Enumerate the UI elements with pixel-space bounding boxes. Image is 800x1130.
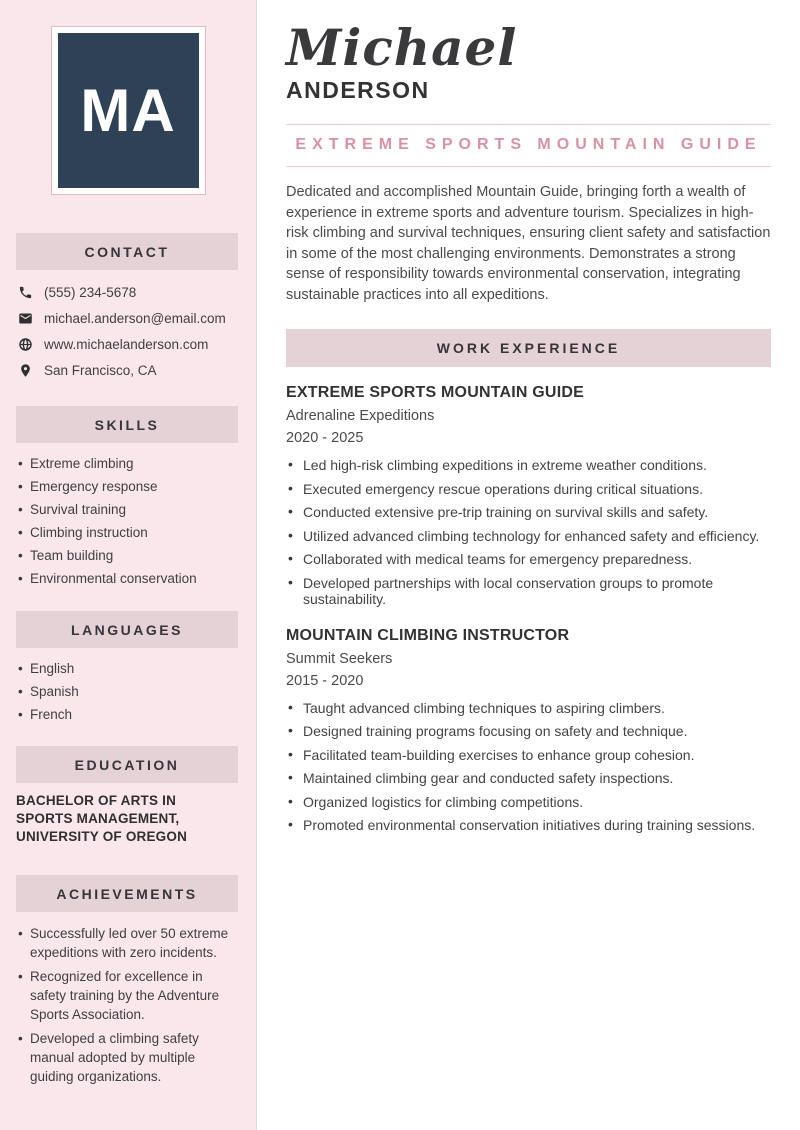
job-2-bullets [286, 700, 771, 834]
achievement-item: • Developed a climbing safety manual adopted by multiple guiding organizations. [18, 1029, 240, 1086]
achievement-item: • Successfully led over 50 extreme expeditions with zero incidents. [18, 924, 240, 962]
skills-list [0, 455, 256, 588]
skill-item: • Survival training [18, 501, 240, 519]
sidebar [0, 0, 257, 1130]
job-2-company: Summit Seekers [286, 650, 393, 667]
main-column [257, 0, 800, 1130]
location-icon [18, 363, 33, 378]
job-bullet: • Developed partnerships with local conservation groups to promote sustainability. [286, 575, 771, 607]
contact-row-location [18, 362, 242, 379]
skill-item: • Emergency response [18, 478, 240, 496]
job-bullet: • Designed training programs focusing on safety and technique. [286, 723, 771, 739]
skill-item: • Environmental conservation [18, 570, 240, 588]
job-bullet: • Taught advanced climbing techniques to aspiring climbers. [286, 700, 771, 716]
job-entry-2 [286, 627, 771, 834]
contact-row-phone [18, 284, 242, 301]
job-bullet: • Facilitated team-building exercises to enhance group cohesion. [286, 747, 771, 763]
work-experience-heading: WORK EXPERIENCE [286, 329, 771, 367]
contact-email-text: michael.anderson@email.com [44, 311, 226, 326]
contact-row-email [18, 310, 242, 327]
skill-item: • Extreme climbing [18, 455, 240, 473]
job-bullet: • Organized logistics for climbing competitions. [286, 794, 771, 810]
summary-paragraph: Dedicated and accomplished Mountain Guide, bringing forth a wealth of experience in extreme sports and adventure tourism. Specializes in high-risk climbing and survival techniques, ensuring client safety and satisfaction in some of the most challenging environments. Demonstrates a strong sense of responsibility towards environmental conservation, integrating sustainable practices into all expeditions. [286, 184, 771, 303]
achievements-section-heading: ACHIEVEMENTS [16, 875, 238, 912]
job-2-title: MOUNTAIN CLIMBING INSTRUCTOR [286, 626, 570, 644]
job-title-text: EXTREME SPORTS MOUNTAIN GUIDE [295, 136, 762, 153]
avatar-frame [51, 26, 206, 195]
contact-row-website [18, 336, 242, 353]
language-item: • English [18, 660, 240, 678]
contact-website-text: www.michaelanderson.com [44, 337, 209, 352]
avatar [58, 33, 199, 188]
job-title-banner [286, 124, 771, 167]
contact-location-text: San Francisco, CA [44, 363, 157, 378]
language-item: • Spanish [18, 683, 240, 701]
achievement-item: • Recognized for excellence in safety training by the Adventure Sports Association. [18, 967, 240, 1024]
job-bullet: • Maintained climbing gear and conducted safety inspections. [286, 770, 771, 786]
job-entry-1 [286, 384, 771, 607]
last-name: ANDERSON [286, 77, 430, 103]
job-1-company: Adrenaline Expeditions [286, 408, 435, 424]
job-bullet: • Collaborated with medical teams for emergency preparedness. [286, 551, 771, 567]
contact-list [0, 284, 256, 379]
skill-item: • Climbing instruction [18, 524, 240, 542]
contact-section-heading: CONTACT [16, 233, 238, 270]
job-1-bullets [286, 457, 771, 607]
language-item: • French [18, 706, 240, 724]
job-bullet: • Utilized advanced climbing technology for enhanced safety and efficiency. [286, 528, 771, 544]
job-2-dates: 2015 - 2020 [286, 672, 364, 689]
job-bullet: • Led high-risk climbing expeditions in extreme weather conditions. [286, 457, 771, 473]
job-bullet: • Promoted environmental conservation initiatives during training sessions. [286, 817, 771, 833]
languages-list [0, 660, 256, 724]
phone-icon [18, 285, 33, 300]
achievements-list [0, 924, 256, 1086]
globe-icon [18, 337, 33, 352]
job-1-dates: 2020 - 2025 [286, 430, 364, 446]
avatar-initials: MA [80, 77, 176, 144]
first-name: Michael [286, 18, 518, 77]
skill-item: • Team building [18, 547, 240, 565]
job-bullet: • Executed emergency rescue operations during critical situations. [286, 481, 771, 497]
education-text: BACHELOR OF ARTS IN SPORTS MANAGEMENT, UNIVERSITY OF OREGON [16, 793, 188, 844]
contact-phone-text: (555) 234-5678 [44, 285, 137, 300]
languages-section-heading: LANGUAGES [16, 611, 238, 648]
email-icon [18, 311, 33, 326]
job-1-title: EXTREME SPORTS MOUNTAIN GUIDE [286, 384, 584, 401]
education-section-heading: EDUCATION [16, 746, 238, 783]
job-bullet: • Conducted extensive pre-trip training on survival skills and safety. [286, 504, 771, 520]
skills-section-heading: SKILLS [16, 406, 238, 443]
